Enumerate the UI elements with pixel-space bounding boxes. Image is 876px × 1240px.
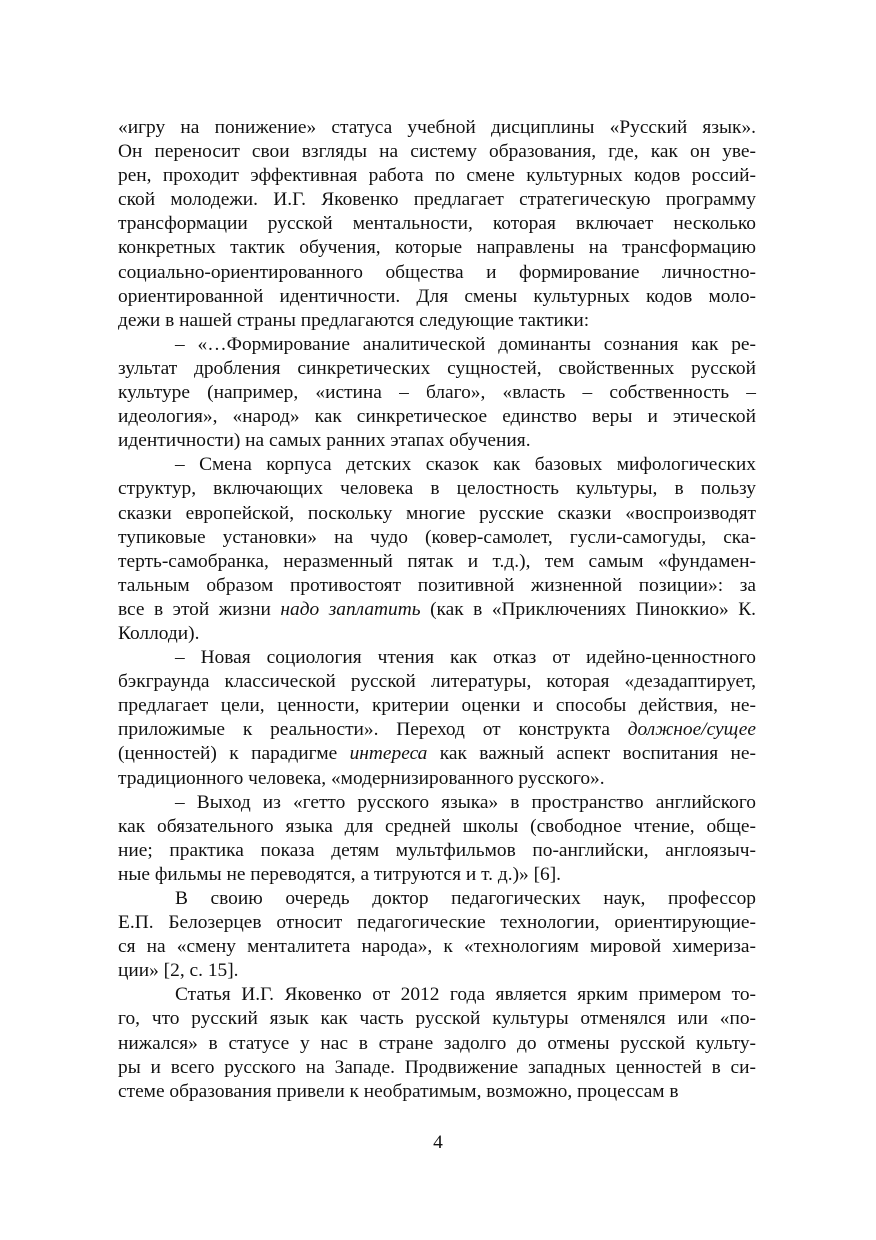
text-line: культуре (например, «истина – благо», «власть – собственность – (118, 382, 756, 404)
text-line: традиционного человека, «модернизированного русского». (118, 767, 605, 789)
text-line: зультат дробления синкретических сущностей, свойственных русской (118, 357, 756, 379)
body-text (118, 116, 756, 1104)
text-line: «игру на понижение» статуса учебной дисциплины «Русский язык». (118, 117, 756, 138)
text-line: идентичности) на самых ранних этапах обучения. (118, 430, 531, 452)
text-line: го, что русский язык как часть русской культуры отменялся или «по- (118, 1008, 756, 1030)
text-line: бэкграунда классической русской литературы, которая «дезадаптирует, (118, 671, 756, 693)
text-line: В своию очередь доктор педагогических наук, профессор (175, 888, 756, 909)
text-line: предлагает цели, ценности, критерии оценки и способы действия, не- (118, 695, 756, 717)
text-line: социально-ориентированного общества и формирование личностно- (118, 261, 756, 283)
paragraph (118, 791, 756, 887)
text-line: дежи в нашей страны предлагаются следующие тактики: (118, 309, 590, 331)
text-line: Е.П. Белозерцев относит педагогические технологии, ориентирующие- (118, 912, 756, 934)
paragraph (118, 453, 756, 646)
text-line: – Смена корпуса детских сказок как базовых мифологических (175, 454, 756, 476)
text-line: ные фильмы не переводятся, а титруются и т. д.)» [6]. (118, 863, 562, 885)
text-line: структур, включающих человека в целостность культуры, в пользу (118, 478, 756, 500)
italic-emphasis: интереса (349, 743, 428, 765)
text-line: стеме образования привели к необратимым, возможно, процессам в (118, 1080, 679, 1102)
text-line: тальным образом противостоят позитивной жизненной позиции»: за (118, 574, 756, 596)
paragraph (118, 333, 756, 453)
text-line: (ценностей) к парадигме интереса как важный аспект воспитания не- (118, 743, 756, 765)
italic-emphasis: должное/сущее (627, 719, 756, 741)
text-line: идеология», «народ» как синкретическое единство веры и этической (118, 406, 756, 428)
italic-emphasis: надо заплатить (280, 598, 421, 620)
text-line: ся на «смену менталитета народа», к «технологиям мировой химериза- (118, 936, 756, 958)
text-line: рен, проходит эффективная работа по смене культурных кодов россий- (118, 165, 756, 187)
text-line: ры и всего русского на Западе. Продвижение западных ценностей в си- (118, 1056, 756, 1078)
text-line: ской молодежи. И.Г. Яковенко предлагает стратегическую программу (118, 189, 756, 211)
text-line: Коллоди). (118, 622, 200, 644)
page-number: 4 (433, 1132, 443, 1153)
text-line: все в этой жизни надо заплатить (как в «Приключениях Пиноккио» К. (118, 598, 756, 620)
paragraph (118, 646, 756, 791)
text-line: конкретных тактик обучения, которые направлены на трансформацию (118, 237, 756, 259)
text-line: ние; практика показа детям мультфильмов по-английски, англоязыч- (118, 839, 756, 861)
paragraph (118, 116, 756, 333)
paragraph (118, 983, 756, 1103)
paragraph (118, 887, 756, 983)
text-line: Он переносит свои взгляды на систему образования, где, как он уве- (118, 141, 756, 163)
text-line: – Новая социология чтения как отказ от идейно-ценностного (175, 647, 756, 669)
text-line: ции» [2, с. 15]. (118, 960, 239, 982)
text-line: как обязательного языка для средней школы (свободное чтение, обще- (118, 815, 756, 837)
text-line: сказки европейской, поскольку многие русские сказки «воспроизводят (118, 502, 756, 524)
text-line: ориентированной идентичности. Для смены культурных кодов моло- (118, 285, 756, 307)
text-line: терть-самобранка, неразменный пятак и т.д.), тем самым «фундамен- (118, 550, 756, 572)
text-line: трансформации русской ментальности, которая включает несколько (118, 213, 756, 235)
text-line: – Выход из «гетто русского языка» в пространство английского (175, 791, 756, 813)
text-line: – «…Формирование аналитической доминанты сознания как ре- (175, 333, 756, 355)
text-line: нижался» в статусе у нас в стране задолго до отмены русской культу- (118, 1032, 756, 1054)
text-line: Статья И.Г. Яковенко от 2012 года является ярким примером то- (175, 984, 756, 1006)
text-line: приложимые к реальности». Переход от конструкта должное/сущее (118, 719, 756, 741)
text-line: тупиковые установки» на чудо (ковер-самолет, гусли-самогуды, ска- (118, 526, 756, 548)
